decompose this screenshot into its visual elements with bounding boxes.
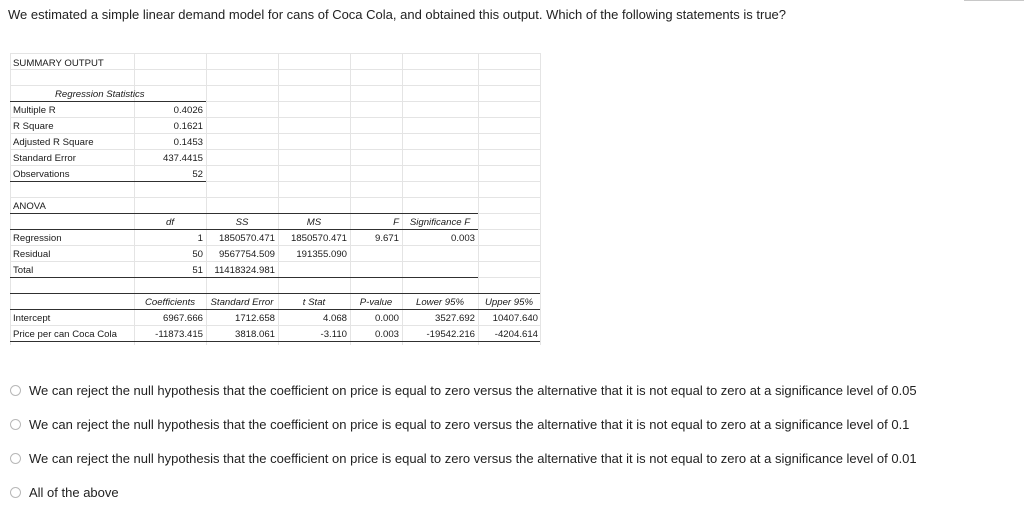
coef-header-t-stat: t Stat [302,297,326,308]
table-rule [10,229,478,230]
grid-line [10,53,540,54]
grid-line [10,133,540,134]
anova-ss: 11418324.981 [214,265,275,276]
coef-row-label: Intercept [13,313,51,324]
anova-header-ss: SS [235,217,249,228]
grid-line [10,85,540,86]
stat-label: R Square [13,121,54,132]
grid-line [10,261,540,262]
grid-line [10,325,540,326]
answer-option-4[interactable] [10,482,119,502]
anova-df: 1 [197,233,203,244]
anova-row-label: Regression [13,233,62,244]
stat-value: 52 [192,169,203,180]
table-rule [10,341,540,342]
question-text: We estimated a simple linear demand model for cans of Coca Cola, and obtained this output. Which of the following statements is true? [8,7,787,22]
anova-row-label: Total [13,265,34,276]
anova-header-f: F [393,217,399,228]
coef-std-error: 3818.061 [234,329,275,340]
radio-button[interactable] [10,487,21,498]
stat-value: 0.1621 [173,121,203,132]
anova-sig: 0.003 [450,233,475,244]
answer-option-label: We can reject the null hypothesis that the coefficient on price is equal to zero versus the alternative that it is not equal to zero at a significance level of 0.1 [29,416,910,432]
answer-option-label: We can reject the null hypothesis that the coefficient on price is equal to zero versus the alternative that it is not equal to zero at a significance level of 0.05 [29,382,917,398]
coef-upper-95: 10407.640 [492,313,538,324]
answer-option-2[interactable] [10,414,909,434]
stat-label: Standard Error [13,153,76,164]
anova-header-df: df [165,217,174,228]
stat-value: 0.1453 [173,137,203,148]
anova-header-significance-f: Significance F [409,217,471,228]
stat-label: Multiple R [13,105,56,116]
anova-ss: 1850570.471 [218,233,275,244]
anova-ms: 191355.090 [296,249,347,260]
coef-header-standard-error: Standard Error [210,297,274,308]
coef-upper-95: -4204.614 [494,329,538,340]
anova-title: ANOVA [13,201,46,212]
summary-title: SUMMARY OUTPUT [13,58,104,69]
anova-row-label: Residual [13,249,51,260]
coef-t-stat: 4.068 [322,313,347,324]
radio-button[interactable] [10,419,21,430]
anova-f: 9.671 [374,233,399,244]
table-rule [10,277,478,278]
grid-line [10,165,540,166]
stat-value: 0.4026 [173,105,203,116]
grid-line [10,117,540,118]
grid-line [10,149,540,150]
answer-option-label: All of the above [29,484,119,500]
table-rule [10,181,206,182]
coef-lower-95: 3527.692 [434,313,475,324]
table-rule [10,309,540,310]
regression-stats-header: Regression Statistics [55,89,145,100]
anova-ss: 9567754.509 [218,249,275,260]
grid-line [540,53,541,345]
table-rule [10,213,478,214]
radio-button[interactable] [10,453,21,464]
radio-button[interactable] [10,385,21,396]
coef-p-value: 0.003 [374,329,399,340]
anova-df: 51 [192,265,203,276]
table-rule [10,293,540,294]
coef-row-label: Price per can Coca Cola [13,329,117,340]
coef-header-upper-95: Upper 95% [485,297,533,308]
top-border-line [964,0,1024,1]
coef-header-lower-95: Lower 95% [416,297,464,308]
regression-output-table [10,53,542,345]
grid-line [10,197,540,198]
coef-p-value: 0.000 [374,313,399,324]
coef-header-coefficients: Coefficients [144,297,196,308]
grid-line [10,245,540,246]
anova-df: 50 [192,249,203,260]
grid-line [10,53,11,345]
stat-label: Observations [13,169,70,180]
anova-ms: 1850570.471 [290,233,347,244]
coef-std-error: 1712.658 [234,313,275,324]
coef-value: -11873.415 [155,329,203,340]
answer-option-1[interactable] [10,380,917,400]
stat-value: 437.4415 [162,153,203,164]
answer-option-3[interactable] [10,448,917,468]
anova-header-ms: MS [306,217,322,228]
answer-option-label: We can reject the null hypothesis that the coefficient on price is equal to zero versus the alternative that it is not equal to zero at a significance level of 0.01 [29,450,917,466]
coef-value: 6967.666 [162,313,203,324]
coef-header-p-value: P-value [359,297,393,308]
coef-lower-95: -19542.216 [426,329,475,340]
coef-t-stat: -3.110 [320,329,347,340]
table-rule [10,101,206,102]
stat-label: Adjusted R Square [13,137,94,148]
